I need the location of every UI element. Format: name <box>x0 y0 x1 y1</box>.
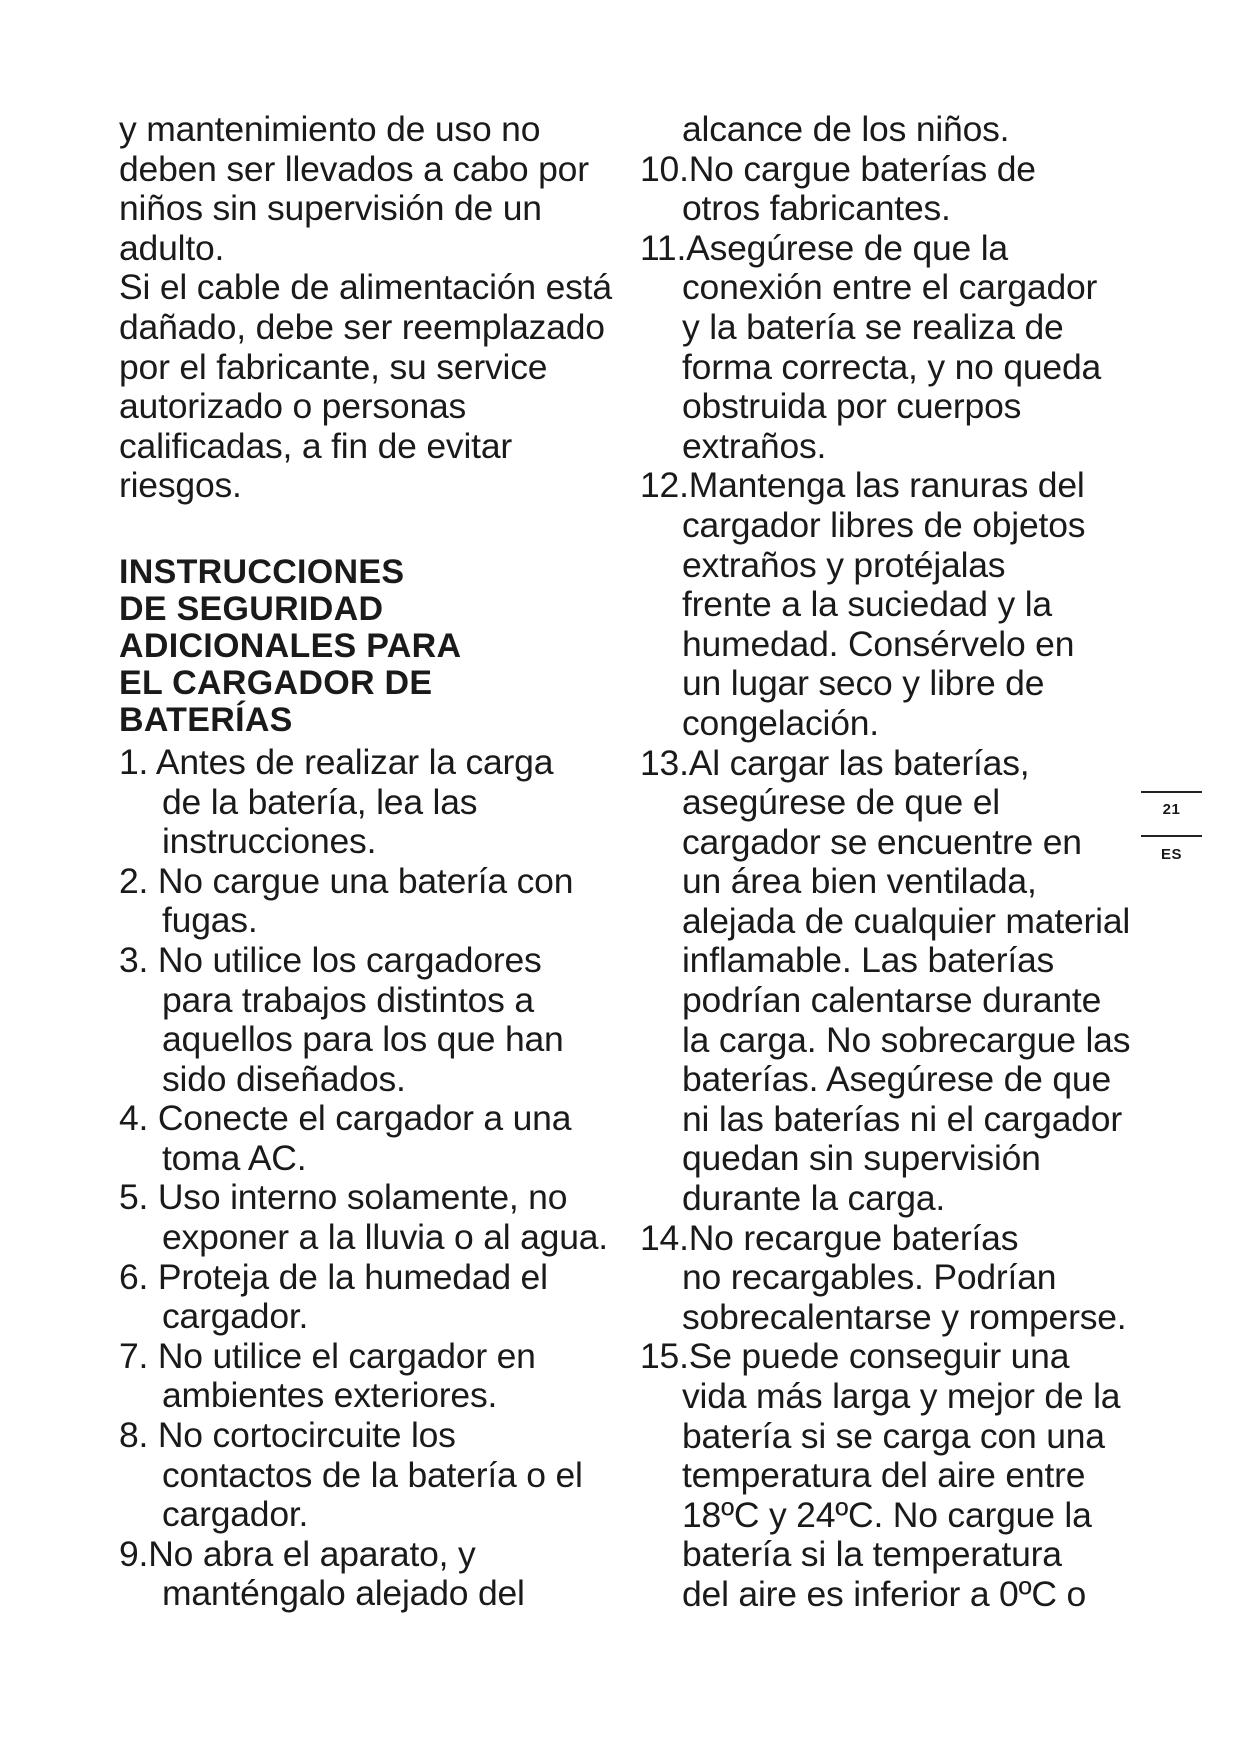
list-item-line: cargador se encuentre en <box>682 821 1082 862</box>
text-line: INSTRUCCIONES <box>119 552 405 591</box>
list-item-line: podrían calentarse durante <box>682 980 1102 1021</box>
list-item-line: 18ºC y 24ºC. No cargue la <box>682 1494 1092 1535</box>
list-item-line: quedan sin supervisión <box>682 1138 1041 1179</box>
list-item <box>119 941 619 1099</box>
list-item-line: conexión entre el cargador <box>682 267 1098 308</box>
list-item-line: toma AC. <box>162 1137 307 1178</box>
list-item-line: manténgalo alejado del <box>162 1573 525 1614</box>
page-number: 21 <box>1162 801 1181 818</box>
list-item-line: la carga. No sobrecargue las <box>682 1019 1131 1060</box>
safety-list-right <box>640 150 1140 1615</box>
list-item <box>119 862 619 941</box>
text-line: DE SEGURIDAD <box>119 589 384 628</box>
list-item-line: alejada de cualquier material <box>682 900 1131 941</box>
list-item-first-line: 8. No cortocircuite los <box>119 1415 456 1456</box>
list-item-first-line: 6. Proteja de la humedad el <box>119 1256 548 1297</box>
list-item-line: fugas. <box>162 900 258 941</box>
list-item-first-line: 2. No cargue una batería con <box>119 860 574 901</box>
list-item-line: no recargables. Podrían <box>682 1257 1057 1298</box>
list-item-first-line: 13.Al cargar las baterías, <box>640 742 1030 783</box>
side-tab-bottom-rule <box>1141 835 1202 837</box>
list-item <box>640 1219 1140 1338</box>
list-item-first-line: 7. No utilice el cargador en <box>119 1335 536 1376</box>
text-line: adulto. <box>119 227 225 268</box>
text-line: BATERÍAS <box>119 700 293 739</box>
text-line: EL CARGADOR DE <box>119 663 433 702</box>
text-line: dañado, debe ser reemplazado <box>119 306 605 347</box>
list-item-line: otros fabricantes. <box>682 188 951 229</box>
list-item-line: del aire es inferior a 0ºC o <box>682 1573 1086 1614</box>
list-item <box>119 1535 619 1614</box>
list-item <box>119 1178 619 1257</box>
list-item-first-line: 10.No cargue baterías de <box>640 148 1036 189</box>
list-item-line: asegúrese de que el <box>682 782 1000 823</box>
list-item-line: frente a la suciedad y la <box>682 584 1052 625</box>
list-item <box>640 150 1140 229</box>
left-column <box>119 110 619 1614</box>
text-line: y mantenimiento de uso no <box>119 109 541 149</box>
list-item-line: un área bien ventilada, <box>682 861 1037 902</box>
list-item-line: extraños y protéjalas <box>682 544 1006 585</box>
list-item-line: extraños. <box>682 425 827 466</box>
side-tab-top-rule <box>1141 791 1202 793</box>
list-item-line: cargador. <box>162 1494 309 1535</box>
list-item-line: baterías. Asegúrese de que <box>682 1059 1111 1100</box>
text-line: deben ser llevados a cabo por <box>119 148 589 189</box>
list-item-line: contactos de la batería o el <box>162 1454 583 1495</box>
list-item-line: ambientes exteriores. <box>162 1375 498 1416</box>
list-item-line: vida más larga y mejor de la <box>682 1376 1121 1416</box>
list-item-line: aquellos para los que han <box>162 1019 564 1060</box>
list-item-line: congelación. <box>682 702 879 743</box>
list-item-line: batería si la temperatura <box>682 1534 1062 1575</box>
text-line: riesgos. <box>119 465 242 506</box>
intro-paragraph <box>119 110 619 506</box>
list-item-line: temperatura del aire entre <box>682 1455 1086 1496</box>
list-item-line: cargador libres de objetos <box>682 504 1086 545</box>
list-item-line: un lugar seco y libre de <box>682 663 1045 704</box>
list-item-first-line: 12.Mantenga las ranuras del <box>640 465 1085 506</box>
list-item-line: instrucciones. <box>162 821 377 862</box>
list-item <box>119 1416 619 1535</box>
list-item-first-line: 3. No utilice los cargadores <box>119 939 542 980</box>
list-item-line: sido diseñados. <box>162 1058 406 1099</box>
text-line: Si el cable de alimentación está <box>119 267 612 308</box>
safety-list-left <box>119 743 619 1614</box>
section-heading <box>119 554 619 739</box>
list-item-line: de la batería, lea las <box>162 781 478 822</box>
list-item <box>119 743 619 862</box>
list-item <box>119 1099 619 1178</box>
text-line: por el fabricante, su service <box>119 346 548 387</box>
list-item-first-line: 15.Se puede conseguir una <box>640 1336 1070 1377</box>
continuation-line: alcance de los niños. <box>682 109 1010 149</box>
list-item-line: inflamable. Las baterías <box>682 940 1055 981</box>
list-item-first-line: 4. Conecte el cargador a una <box>119 1098 572 1139</box>
list-item-first-line: 14.No recargue baterías <box>640 1217 1019 1258</box>
list-item-line: ni las baterías ni el cargador <box>682 1098 1122 1139</box>
text-line: ADICIONALES PARA <box>119 626 462 665</box>
list-item-line: cargador. <box>162 1296 309 1337</box>
language-code: ES <box>1160 846 1182 863</box>
list-item-line: exponer a la lluvia o al agua. <box>162 1217 608 1258</box>
list-item-line: forma correcta, y no queda <box>682 346 1102 387</box>
list-item-first-line: 11.Asegúrese de que la <box>640 227 1008 268</box>
list-item-line: durante la carga. <box>682 1178 946 1219</box>
list-item-first-line: 5. Uso interno solamente, no <box>119 1177 568 1218</box>
text-line: niños sin supervisión de un <box>119 188 542 229</box>
list-item-line: obstruida por cuerpos <box>682 386 1022 427</box>
right-column <box>640 110 1140 1615</box>
list-item-line: para trabajos distintos a <box>162 979 534 1020</box>
list-item <box>119 1337 619 1416</box>
list-item <box>640 744 1140 1219</box>
list-item-line: y la batería se realiza de <box>682 306 1064 347</box>
list-item <box>640 1337 1140 1614</box>
list-item <box>119 1258 619 1337</box>
list-item <box>640 466 1140 743</box>
text-line: autorizado o personas <box>119 386 467 427</box>
list-item-first-line: 1. Antes de realizar la carga <box>119 741 554 782</box>
list-item-line: sobrecalentarse y romperse. <box>682 1296 1127 1337</box>
list-item <box>640 229 1140 467</box>
list-item-first-line: 9.No abra el aparato, y <box>119 1533 476 1574</box>
list-item-line: humedad. Consérvelo en <box>682 623 1075 664</box>
text-line: calificadas, a fin de evitar <box>119 425 512 466</box>
list-item-line: batería si se carga con una <box>682 1415 1105 1456</box>
